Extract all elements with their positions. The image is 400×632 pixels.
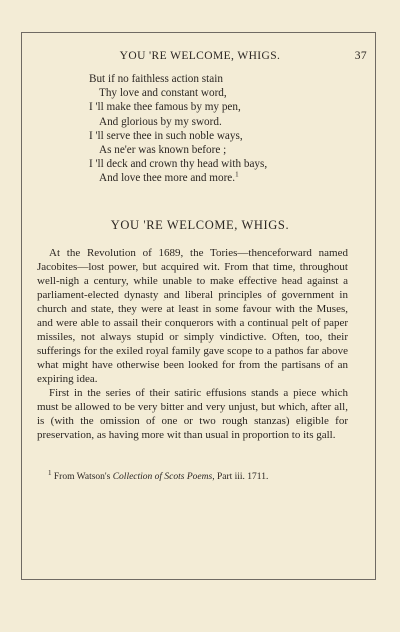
verse-line: Thy love and constant word,: [99, 87, 227, 100]
footnote-number: 1: [48, 468, 52, 477]
footnote-suffix: Part iii. 1711.: [216, 472, 269, 482]
body-text: [37, 246, 348, 442]
footnote-work-title: Collection of Scots Poems,: [112, 472, 215, 482]
verse-line-text: And love thee more and more.: [99, 172, 236, 185]
verse-line: [89, 171, 267, 185]
verse-stanza: [89, 72, 267, 186]
paragraph: At the Revolution of 1689, the Tories—thenceforward named Jacobites—lost power, but acquired wit. From that time, throughout well-nigh a century, while unable to make effective head against a parliament-elected dynasty and liberal principles of government in church and state, they were at least in some favour with the Muses, and were able to assail their conquerors with a continual pelt of paper missiles, not always stupid or simply vindictive. Often, too, their sufferings for the exiled royal family gave scope to a pathos far above what might have otherwise been looked for from the partisans of an expiring idea.: [37, 247, 348, 385]
running-head-title: YOU 'RE WELCOME, WHIGS.: [119, 50, 281, 62]
section-title: YOU 'RE WELCOME, WHIGS.: [110, 218, 290, 232]
footnote-prefix: From Watson's: [53, 472, 111, 482]
page-number: 37: [354, 50, 367, 62]
verse-line: I 'll make thee famous by my pen,: [89, 101, 241, 114]
paragraph: First in the series of their satiric effusions stands a piece which must be allowed to be very bitter and very unjust, but which, after all, is (with the omission of one or two rough stanzas) eligible for preservation, as having more wit than usual in proportion to its gall.: [37, 387, 348, 441]
verse-line: As ne'er was known before ;: [99, 144, 227, 157]
verse-line: And glorious by my sword.: [99, 115, 222, 128]
verse-line: I 'll deck and crown thy head with bays,: [89, 158, 268, 171]
footnote: [36, 468, 356, 483]
verse-line: But if no faithless action stain: [89, 73, 223, 85]
verse-line: I 'll serve thee in such noble ways,: [89, 129, 243, 142]
footnote-marker: 1: [235, 170, 239, 179]
running-head: [0, 50, 400, 64]
